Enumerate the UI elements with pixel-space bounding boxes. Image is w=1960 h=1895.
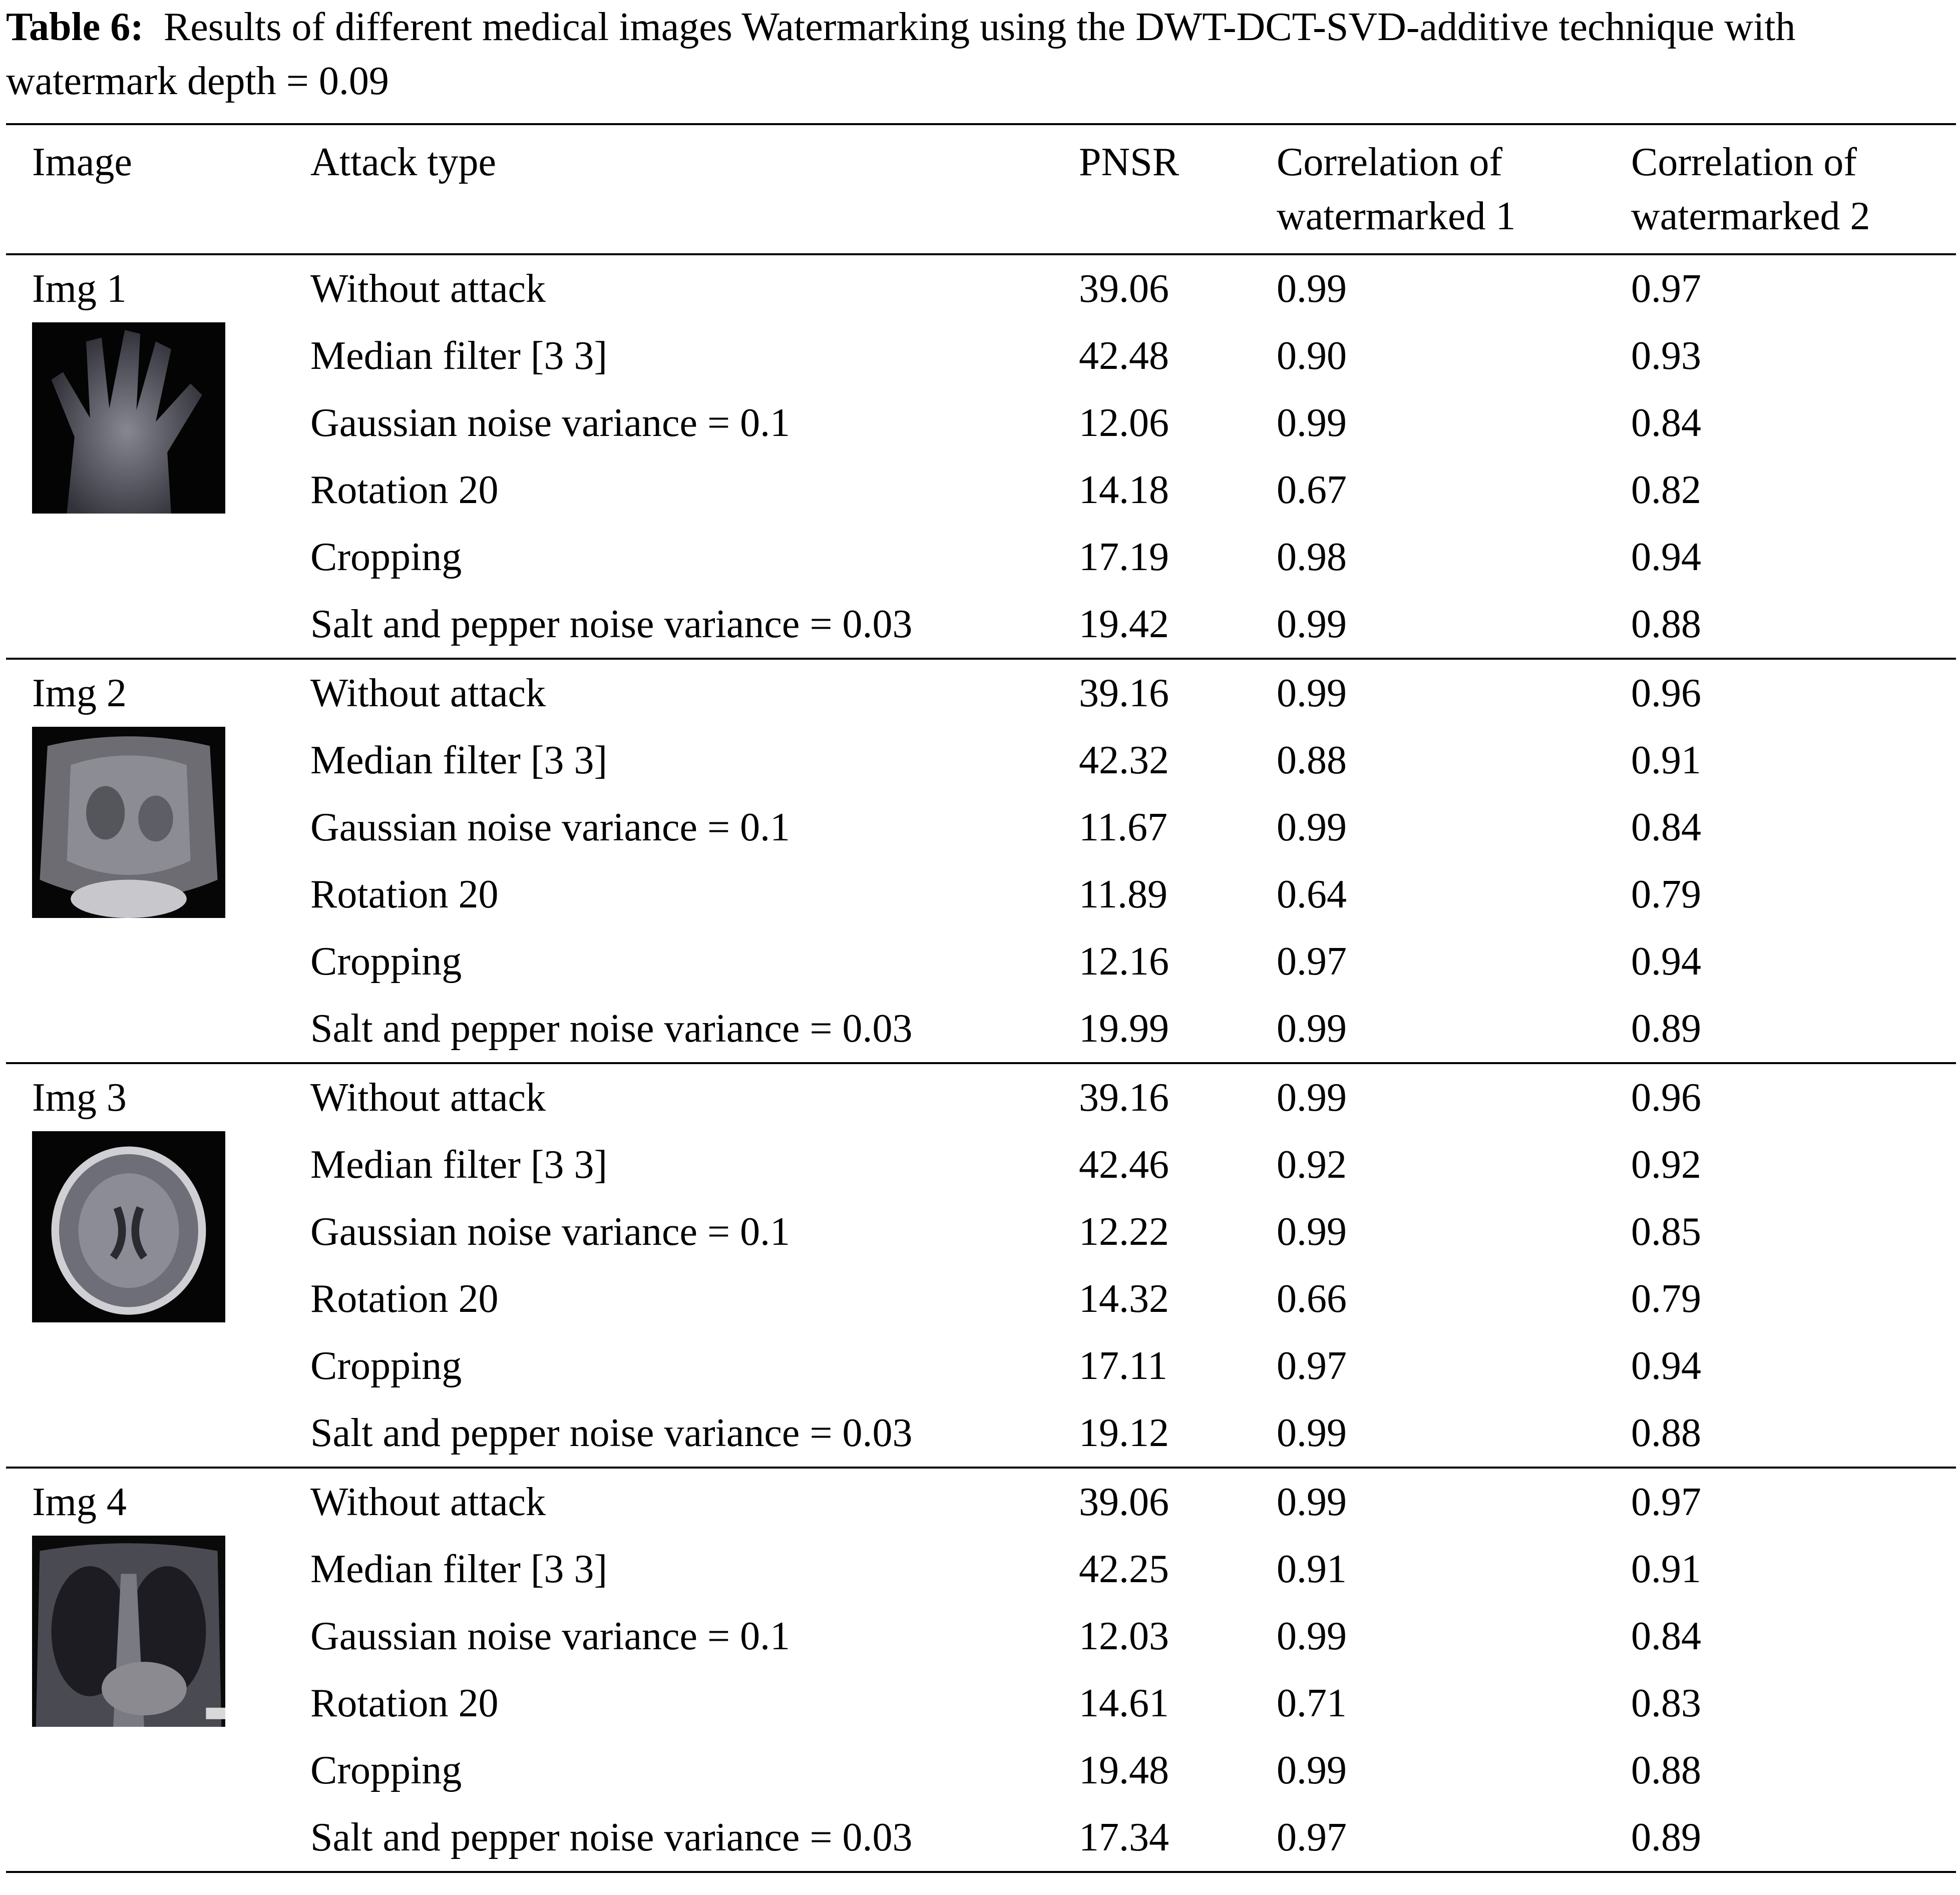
attack-type-cell: Rotation 20 <box>310 1681 499 1725</box>
image-group <box>6 1468 1956 1872</box>
attack-type-cell: Salt and pepper noise variance = 0.03 <box>310 1815 913 1859</box>
image-group <box>6 659 1956 1063</box>
table-row <box>6 1536 1956 1603</box>
image-thumbnail <box>32 727 225 918</box>
header-row <box>6 124 1956 254</box>
attack-type-cell: Gaussian noise variance = 0.1 <box>310 1614 791 1658</box>
attack-type-cell: Without attack <box>310 671 546 715</box>
attack-type-cell: Without attack <box>310 267 546 311</box>
pnsr-cell: 42.48 <box>1079 334 1169 378</box>
correlation-1-cell: 0.99 <box>1277 602 1347 646</box>
attack-type-cell: Cropping <box>310 1344 462 1388</box>
image-cell <box>6 1468 284 1872</box>
table-row <box>6 727 1956 794</box>
pnsr-cell: 17.19 <box>1079 535 1169 579</box>
table-row <box>6 1399 1956 1468</box>
pnsr-cell: 17.34 <box>1079 1815 1169 1859</box>
attack-type-cell: Rotation 20 <box>310 872 499 916</box>
correlation-2-cell: 0.79 <box>1631 872 1701 916</box>
table-row <box>6 1131 1956 1198</box>
pnsr-cell: 19.42 <box>1079 602 1169 646</box>
image-thumbnail <box>32 322 225 514</box>
image-label: Img 3 <box>32 1076 127 1120</box>
attack-type-cell: Salt and pepper noise variance = 0.03 <box>310 602 913 646</box>
correlation-1-cell: 0.99 <box>1277 805 1347 849</box>
pnsr-cell: 14.32 <box>1079 1277 1169 1321</box>
pnsr-cell: 17.11 <box>1079 1344 1168 1388</box>
correlation-1-cell: 0.99 <box>1277 671 1347 715</box>
attack-type-cell: Without attack <box>310 1480 546 1524</box>
table-row <box>6 1670 1956 1737</box>
correlation-2-cell: 0.88 <box>1631 602 1701 646</box>
image-label: Img 1 <box>32 267 127 311</box>
correlation-2-cell: 0.97 <box>1631 267 1701 311</box>
table-row <box>6 1804 1956 1872</box>
correlation-1-cell: 0.99 <box>1277 1007 1347 1051</box>
correlation-1-cell: 0.97 <box>1277 1815 1347 1859</box>
correlation-1-cell: 0.66 <box>1277 1277 1347 1321</box>
correlation-2-cell: 0.96 <box>1631 1076 1701 1120</box>
correlation-2-cell: 0.91 <box>1631 1547 1701 1591</box>
attack-type-cell: Rotation 20 <box>310 1277 499 1321</box>
attack-type-cell: Salt and pepper noise variance = 0.03 <box>310 1411 913 1455</box>
pnsr-cell: 39.16 <box>1079 671 1169 715</box>
table-row <box>6 322 1956 389</box>
correlation-2-cell: 0.93 <box>1631 334 1701 378</box>
pnsr-cell: 19.12 <box>1079 1411 1169 1455</box>
correlation-1-cell: 0.99 <box>1277 1480 1347 1524</box>
table-row <box>6 1737 1956 1804</box>
correlation-1-cell: 0.99 <box>1277 1748 1347 1792</box>
table-row <box>6 1265 1956 1332</box>
correlation-1-cell: 0.92 <box>1277 1143 1347 1187</box>
correlation-1-cell: 0.67 <box>1277 468 1347 512</box>
table-row <box>6 861 1956 928</box>
table-row <box>6 1198 1956 1265</box>
table-row <box>6 1603 1956 1670</box>
correlation-1-cell: 0.99 <box>1277 267 1347 311</box>
correlation-2-cell: 0.85 <box>1631 1210 1701 1254</box>
attack-type-cell: Cropping <box>310 535 462 579</box>
header-image: Image <box>32 140 132 184</box>
pnsr-cell: 12.03 <box>1079 1614 1169 1658</box>
attack-type-cell: Gaussian noise variance = 0.1 <box>310 1210 791 1254</box>
image-cell <box>6 1063 284 1468</box>
correlation-2-cell: 0.84 <box>1631 401 1701 445</box>
header-correlation-2: Correlation of watermarked 2 <box>1631 140 1870 238</box>
correlation-2-cell: 0.88 <box>1631 1411 1701 1455</box>
image-cell <box>6 254 284 659</box>
correlation-2-cell: 0.84 <box>1631 1614 1701 1658</box>
correlation-2-cell: 0.91 <box>1631 738 1701 782</box>
pnsr-cell: 42.46 <box>1079 1143 1169 1187</box>
correlation-1-cell: 0.99 <box>1277 1614 1347 1658</box>
correlation-1-cell: 0.97 <box>1277 939 1347 984</box>
attack-type-cell: Median filter [3 3] <box>310 1143 608 1187</box>
correlation-2-cell: 0.89 <box>1631 1815 1701 1859</box>
pnsr-cell: 19.99 <box>1079 1007 1169 1051</box>
correlation-1-cell: 0.99 <box>1277 1076 1347 1120</box>
pnsr-cell: 42.32 <box>1079 738 1169 782</box>
pnsr-cell: 12.16 <box>1079 939 1169 984</box>
correlation-2-cell: 0.84 <box>1631 805 1701 849</box>
correlation-2-cell: 0.97 <box>1631 1480 1701 1524</box>
table-row <box>6 1468 1956 1536</box>
pnsr-cell: 39.06 <box>1079 1480 1169 1524</box>
correlation-2-cell: 0.83 <box>1631 1681 1701 1725</box>
correlation-1-cell: 0.97 <box>1277 1344 1347 1388</box>
table-row <box>6 389 1956 456</box>
correlation-2-cell: 0.79 <box>1631 1277 1701 1321</box>
table-row <box>6 794 1956 861</box>
table-row <box>6 456 1956 524</box>
correlation-2-cell: 0.92 <box>1631 1143 1701 1187</box>
correlation-1-cell: 0.71 <box>1277 1681 1347 1725</box>
pnsr-cell: 39.16 <box>1079 1076 1169 1120</box>
image-group <box>6 1063 1956 1468</box>
attack-type-cell: Gaussian noise variance = 0.1 <box>310 401 791 445</box>
results-table <box>6 123 1956 1873</box>
correlation-1-cell: 0.91 <box>1277 1547 1347 1591</box>
attack-type-cell: Gaussian noise variance = 0.1 <box>310 805 791 849</box>
correlation-1-cell: 0.99 <box>1277 1411 1347 1455</box>
correlation-1-cell: 0.64 <box>1277 872 1347 916</box>
correlation-2-cell: 0.96 <box>1631 671 1701 715</box>
image-label: Img 4 <box>32 1480 127 1524</box>
pnsr-cell: 11.89 <box>1079 872 1168 916</box>
header-attack-type: Attack type <box>310 140 496 184</box>
pnsr-cell: 19.48 <box>1079 1748 1169 1792</box>
correlation-1-cell: 0.98 <box>1277 535 1347 579</box>
table-row <box>6 928 1956 995</box>
attack-type-cell: Median filter [3 3] <box>310 738 608 782</box>
pnsr-cell: 14.61 <box>1079 1681 1169 1725</box>
table-row <box>6 524 1956 591</box>
image-thumbnail <box>32 1536 225 1727</box>
image-thumbnail <box>32 1131 225 1322</box>
correlation-1-cell: 0.90 <box>1277 334 1347 378</box>
correlation-2-cell: 0.94 <box>1631 1344 1701 1388</box>
attack-type-cell: Median filter [3 3] <box>310 334 608 378</box>
correlation-2-cell: 0.94 <box>1631 939 1701 984</box>
pnsr-cell: 12.06 <box>1079 401 1169 445</box>
table-caption <box>6 0 1953 108</box>
correlation-2-cell: 0.89 <box>1631 1007 1701 1051</box>
pnsr-cell: 14.18 <box>1079 468 1169 512</box>
correlation-2-cell: 0.82 <box>1631 468 1701 512</box>
pnsr-cell: 39.06 <box>1079 267 1169 311</box>
image-label: Img 2 <box>32 671 127 715</box>
caption-label: Table 6: <box>6 5 144 49</box>
correlation-1-cell: 0.99 <box>1277 1210 1347 1254</box>
image-cell <box>6 659 284 1063</box>
image-group <box>6 254 1956 659</box>
table-row <box>6 995 1956 1063</box>
caption-text: Results of different medical images Watermarking using the DWT-DCT-SVD-additive technique with watermark depth = 0.09 <box>6 5 1796 103</box>
correlation-2-cell: 0.94 <box>1631 535 1701 579</box>
attack-type-cell: Cropping <box>310 939 462 984</box>
attack-type-cell: Salt and pepper noise variance = 0.03 <box>310 1007 913 1051</box>
attack-type-cell: Cropping <box>310 1748 462 1792</box>
attack-type-cell: Median filter [3 3] <box>310 1547 608 1591</box>
table-row <box>6 591 1956 659</box>
correlation-1-cell: 0.99 <box>1277 401 1347 445</box>
pnsr-cell: 42.25 <box>1079 1547 1169 1591</box>
table-row <box>6 1063 1956 1131</box>
attack-type-cell: Rotation 20 <box>310 468 499 512</box>
table-row <box>6 659 1956 727</box>
header-pnsr: PNSR <box>1079 140 1180 184</box>
correlation-2-cell: 0.88 <box>1631 1748 1701 1792</box>
pnsr-cell: 11.67 <box>1079 805 1168 849</box>
table-header <box>6 124 1956 254</box>
pnsr-cell: 12.22 <box>1079 1210 1169 1254</box>
correlation-1-cell: 0.88 <box>1277 738 1347 782</box>
header-correlation-1: Correlation of watermarked 1 <box>1277 140 1516 238</box>
table-row <box>6 1332 1956 1399</box>
attack-type-cell: Without attack <box>310 1076 546 1120</box>
table-row <box>6 254 1956 322</box>
